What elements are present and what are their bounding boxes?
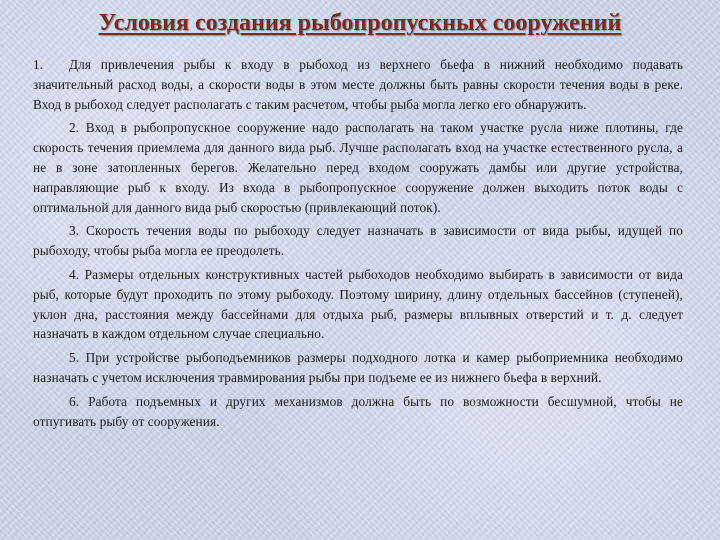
paragraph-2: 2. Вход в рыбопропускное сооружение надо располагать на таком участке русла ниже плотины, где скорость течения приемлема для данного вида рыб. Лучше располагать вход на участке естественного русла, а не в зоне затопленных берегов. Желательно перед входом сооружать дамбы или другие устройства, направляющие рыб к входу. Из входа в рыбопропускное сооружение должен выходить поток воды с оптимальной для данного вида рыб скоростью (привлекающий поток). <box>33 120 683 215</box>
paragraph-3: 3. Скорость течения воды по рыбоходу следует назначать в зависимости от вида рыбы, идущей по рыбоходу, чтобы рыба могла ее преодолеть. <box>33 223 683 259</box>
slide-body <box>33 55 683 435</box>
paragraph-1 <box>33 55 683 114</box>
paragraph-1-text: Для привлечения рыбы к входу в рыбоход из верхнего бьефа в нижний необходимо подавать значительный расход воды, а скорости воды в этом месте должны быть равны скорости течения воды в реке. Вход в рыбоход следует располагать с таким расчетом, чтобы рыба могла легко его обнаружить. <box>33 57 683 112</box>
paragraph-6: 6. Работа подъемных и других механизмов должна быть по возможности бесшумной, чтобы не отпугивать рыбу от сооружения. <box>33 393 683 429</box>
paragraph-5: 5. При устройстве рыбоподъемников размеры подходного лотка и камер рыбоприемника необходимо назначать с учетом исключения травмирования рыбы при подъеме ее из нижнего бьефа в верхний. <box>33 350 683 385</box>
slide-title: Условия создания рыбопропускных сооружений <box>98 10 622 36</box>
paragraph-1-number: 1. <box>33 57 44 72</box>
paragraph-4: 4. Размеры отдельных конструктивных частей рыбоходов необходимо выбирать в зависимости от вида рыб, которые будут проходить по этому рыбоходу. Поэтому ширину, длину отдельных бассейнов (ступеней), уклон дна, расстояния между бассейнами для отдыха рыб, размеры вплывных отверстий и т. д. следует назначать в каждом отдельном случае специально. <box>33 266 683 342</box>
